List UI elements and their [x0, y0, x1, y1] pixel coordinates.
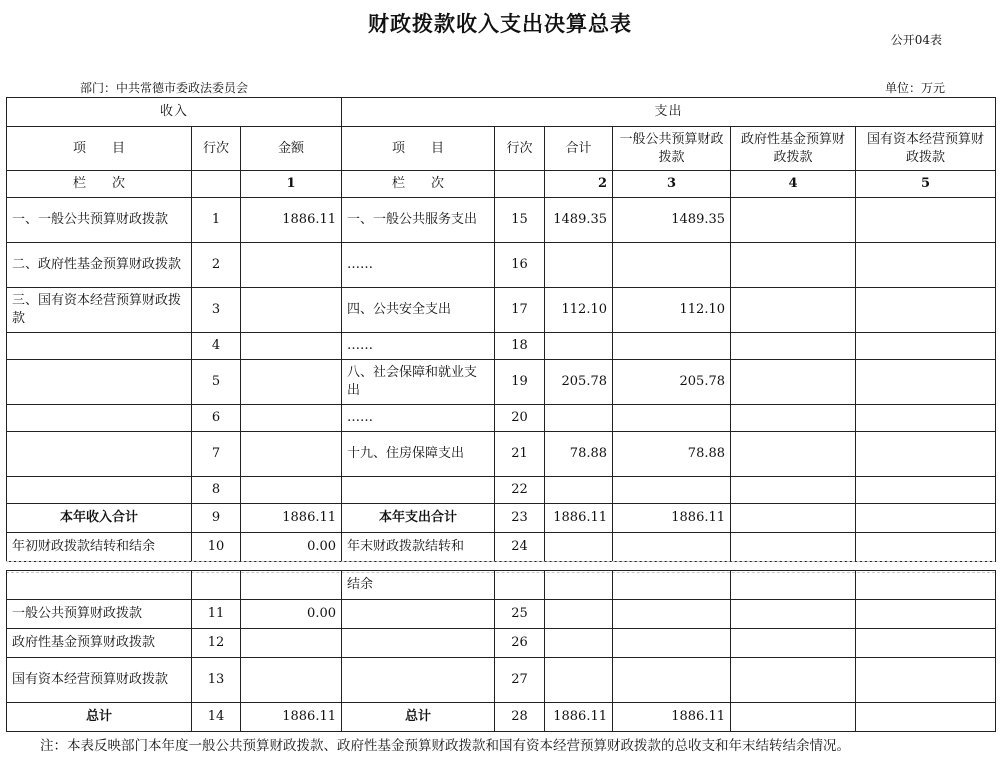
expense-row-no: 19: [495, 360, 545, 405]
expense-total: 1489.35: [545, 198, 613, 243]
state-capital-header: 国有资本经营预算财政拨款: [856, 127, 996, 171]
income-column-label: 栏 次: [7, 171, 192, 198]
expense-item: ……: [342, 405, 495, 432]
general-budget-amount: 1886.11: [613, 504, 731, 533]
gov-fund-amount: [731, 198, 856, 243]
table-row: [7, 571, 996, 600]
expense-item: 十九、住房保障支出: [342, 432, 495, 477]
income-amount: 1886.11: [241, 504, 342, 533]
income-amount: [241, 333, 342, 360]
expense-row-no: 21: [495, 432, 545, 477]
state-capital-amount: [856, 360, 996, 405]
expense-item-header: 项 目: [342, 127, 495, 171]
gov-fund-amount: [731, 288, 856, 333]
income-amount-header: 金额: [241, 127, 342, 171]
table-row: [7, 405, 996, 432]
income-row-no: 5: [192, 360, 241, 405]
income-item: [7, 571, 192, 600]
income-amount: 0.00: [241, 533, 342, 562]
gov-fund-amount: [731, 703, 856, 732]
budget-table-top: [6, 97, 996, 562]
expense-item: ……: [342, 243, 495, 288]
general-budget-amount: [613, 477, 731, 504]
column-number-1: 1: [241, 171, 342, 198]
expense-item: 本年支出合计: [342, 504, 495, 533]
income-amount: [241, 432, 342, 477]
general-budget-amount: [613, 629, 731, 658]
table-row: [7, 243, 996, 288]
state-capital-amount: [856, 571, 996, 600]
expense-total: [545, 333, 613, 360]
income-amount: [241, 629, 342, 658]
expense-item: [342, 477, 495, 504]
gov-fund-amount: [731, 533, 856, 562]
gov-fund-amount: [731, 658, 856, 703]
general-budget-amount: [613, 600, 731, 629]
gov-fund-amount: [731, 360, 856, 405]
income-amount: [241, 405, 342, 432]
expense-item: [342, 629, 495, 658]
table-row: [7, 432, 996, 477]
state-capital-amount: [856, 504, 996, 533]
expense-row-no: [495, 571, 545, 600]
general-budget-amount: 1886.11: [613, 703, 731, 732]
income-amount: [241, 658, 342, 703]
income-item: 三、国有资本经营预算财政拨款: [7, 288, 192, 333]
income-row-no: 4: [192, 333, 241, 360]
top-rows: [7, 198, 996, 562]
income-item: [7, 432, 192, 477]
income-row-no: 2: [192, 243, 241, 288]
income-amount: [241, 571, 342, 600]
table-row: [7, 198, 996, 243]
general-budget-amount: 78.88: [613, 432, 731, 477]
income-item: 二、政府性基金预算财政拨款: [7, 243, 192, 288]
empty-cell: [192, 171, 241, 198]
state-capital-amount: [856, 243, 996, 288]
income-row-no: 6: [192, 405, 241, 432]
expense-total: 205.78: [545, 360, 613, 405]
expense-row-no: 23: [495, 504, 545, 533]
income-amount: 1886.11: [241, 198, 342, 243]
expense-row-no: 15: [495, 198, 545, 243]
income-row-no: 14: [192, 703, 241, 732]
expense-item: 总计: [342, 703, 495, 732]
expense-item: ……: [342, 333, 495, 360]
budget-table-bottom: [6, 570, 996, 732]
expense-column-label: 栏 次: [342, 171, 495, 198]
gov-fund-amount: [731, 504, 856, 533]
report-title: 财政拨款收入支出决算总表: [368, 12, 632, 36]
state-capital-amount: [856, 533, 996, 562]
state-capital-amount: [856, 432, 996, 477]
column-number-2: 2: [545, 171, 613, 198]
state-capital-amount: [856, 333, 996, 360]
expense-row-no-header: 行次: [495, 127, 545, 171]
form-number: 公开04表: [890, 33, 942, 47]
income-row-no-header: 行次: [192, 127, 241, 171]
expense-total: 1886.11: [545, 703, 613, 732]
income-item: 一般公共预算财政拨款: [7, 600, 192, 629]
expense-total: [545, 243, 613, 288]
income-item: 一、一般公共预算财政拨款: [7, 198, 192, 243]
expense-total: [545, 600, 613, 629]
table-row: [7, 703, 996, 732]
expense-row-no: 27: [495, 658, 545, 703]
expense-total: [545, 658, 613, 703]
general-budget-amount: [613, 405, 731, 432]
income-item: 总计: [7, 703, 192, 732]
table-row: [7, 360, 996, 405]
expense-row-no: 16: [495, 243, 545, 288]
expense-item: [342, 658, 495, 703]
income-item: [7, 360, 192, 405]
income-amount: [241, 243, 342, 288]
state-capital-amount: [856, 703, 996, 732]
state-capital-amount: [856, 600, 996, 629]
table-row: [7, 533, 996, 562]
expense-total: [545, 533, 613, 562]
table-row: [7, 629, 996, 658]
income-row-no: 9: [192, 504, 241, 533]
income-row-no: 7: [192, 432, 241, 477]
income-item: 政府性基金预算财政拨款: [7, 629, 192, 658]
state-capital-amount: [856, 477, 996, 504]
income-amount: [241, 360, 342, 405]
expense-row-no: 28: [495, 703, 545, 732]
expense-row-no: 20: [495, 405, 545, 432]
gov-fund-amount: [731, 571, 856, 600]
expense-row-no: 22: [495, 477, 545, 504]
gov-fund-amount: [731, 405, 856, 432]
income-amount: [241, 477, 342, 504]
table-row: [7, 288, 996, 333]
expense-total: 78.88: [545, 432, 613, 477]
expense-row-no: 17: [495, 288, 545, 333]
state-capital-amount: [856, 658, 996, 703]
state-capital-amount: [856, 288, 996, 333]
general-budget-amount: 112.10: [613, 288, 731, 333]
table-row: [7, 504, 996, 533]
gov-fund-amount: [731, 333, 856, 360]
income-amount: [241, 288, 342, 333]
income-amount: 1886.11: [241, 703, 342, 732]
table-row: [7, 658, 996, 703]
income-item: 年初财政拨款结转和结余: [7, 533, 192, 562]
gov-fund-amount: [731, 477, 856, 504]
expense-header: 支出: [342, 98, 996, 127]
general-budget-amount: [613, 571, 731, 600]
general-budget-header: 一般公共预算财政拨款: [613, 127, 731, 171]
income-row-no: 13: [192, 658, 241, 703]
income-item: [7, 333, 192, 360]
table-row: [7, 600, 996, 629]
expense-item: 四、公共安全支出: [342, 288, 495, 333]
table-row: [7, 333, 996, 360]
column-number-3: 3: [613, 171, 731, 198]
income-item: [7, 477, 192, 504]
income-amount: 0.00: [241, 600, 342, 629]
gov-fund-amount: [731, 432, 856, 477]
general-budget-amount: [613, 658, 731, 703]
empty-cell: [495, 171, 545, 198]
expense-total: 112.10: [545, 288, 613, 333]
expense-item: [342, 600, 495, 629]
expense-row-no: 18: [495, 333, 545, 360]
income-item: 国有资本经营预算财政拨款: [7, 658, 192, 703]
state-capital-amount: [856, 629, 996, 658]
expense-row-no: 26: [495, 629, 545, 658]
expense-item: 八、社会保障和就业支出: [342, 360, 495, 405]
expense-total: [545, 571, 613, 600]
income-header: 收入: [7, 98, 342, 127]
income-row-no: 12: [192, 629, 241, 658]
bottom-rows: [7, 571, 996, 732]
income-row-no: 11: [192, 600, 241, 629]
gov-fund-amount: [731, 600, 856, 629]
expense-row-no: 25: [495, 600, 545, 629]
state-capital-amount: [856, 405, 996, 432]
column-number-4: 4: [731, 171, 856, 198]
general-budget-amount: [613, 333, 731, 360]
income-item-header: 项 目: [7, 127, 192, 171]
income-row-no: [192, 571, 241, 600]
general-budget-amount: [613, 533, 731, 562]
expense-total: 1886.11: [545, 504, 613, 533]
gov-fund-amount: [731, 243, 856, 288]
table-note: 注：本表反映部门本年度一般公共预算财政拨款、政府性基金预算财政拨款和国有资本经营预算财政拨款的总收支和年末结转结余情况。: [40, 738, 850, 754]
income-row-no: 3: [192, 288, 241, 333]
gov-fund-header: 政府性基金预算财政拨款: [731, 127, 856, 171]
expense-total: [545, 629, 613, 658]
department-label: 部门：中共常德市委政法委员会: [80, 81, 249, 95]
income-item: 本年收入合计: [7, 504, 192, 533]
income-row-no: 1: [192, 198, 241, 243]
table-row: [7, 477, 996, 504]
expense-total: [545, 477, 613, 504]
income-row-no: 8: [192, 477, 241, 504]
gov-fund-amount: [731, 629, 856, 658]
expense-total: [545, 405, 613, 432]
state-capital-amount: [856, 198, 996, 243]
expense-item: 一、一般公共服务支出: [342, 198, 495, 243]
expense-item: 结余: [342, 571, 495, 600]
expense-item: 年末财政拨款结转和: [342, 533, 495, 562]
expense-row-no: 24: [495, 533, 545, 562]
income-item: [7, 405, 192, 432]
expense-total-header: 合计: [545, 127, 613, 171]
unit-label: 单位：万元: [884, 81, 945, 95]
column-number-5: 5: [856, 171, 996, 198]
general-budget-amount: 205.78: [613, 360, 731, 405]
general-budget-amount: [613, 243, 731, 288]
general-budget-amount: 1489.35: [613, 198, 731, 243]
income-row-no: 10: [192, 533, 241, 562]
